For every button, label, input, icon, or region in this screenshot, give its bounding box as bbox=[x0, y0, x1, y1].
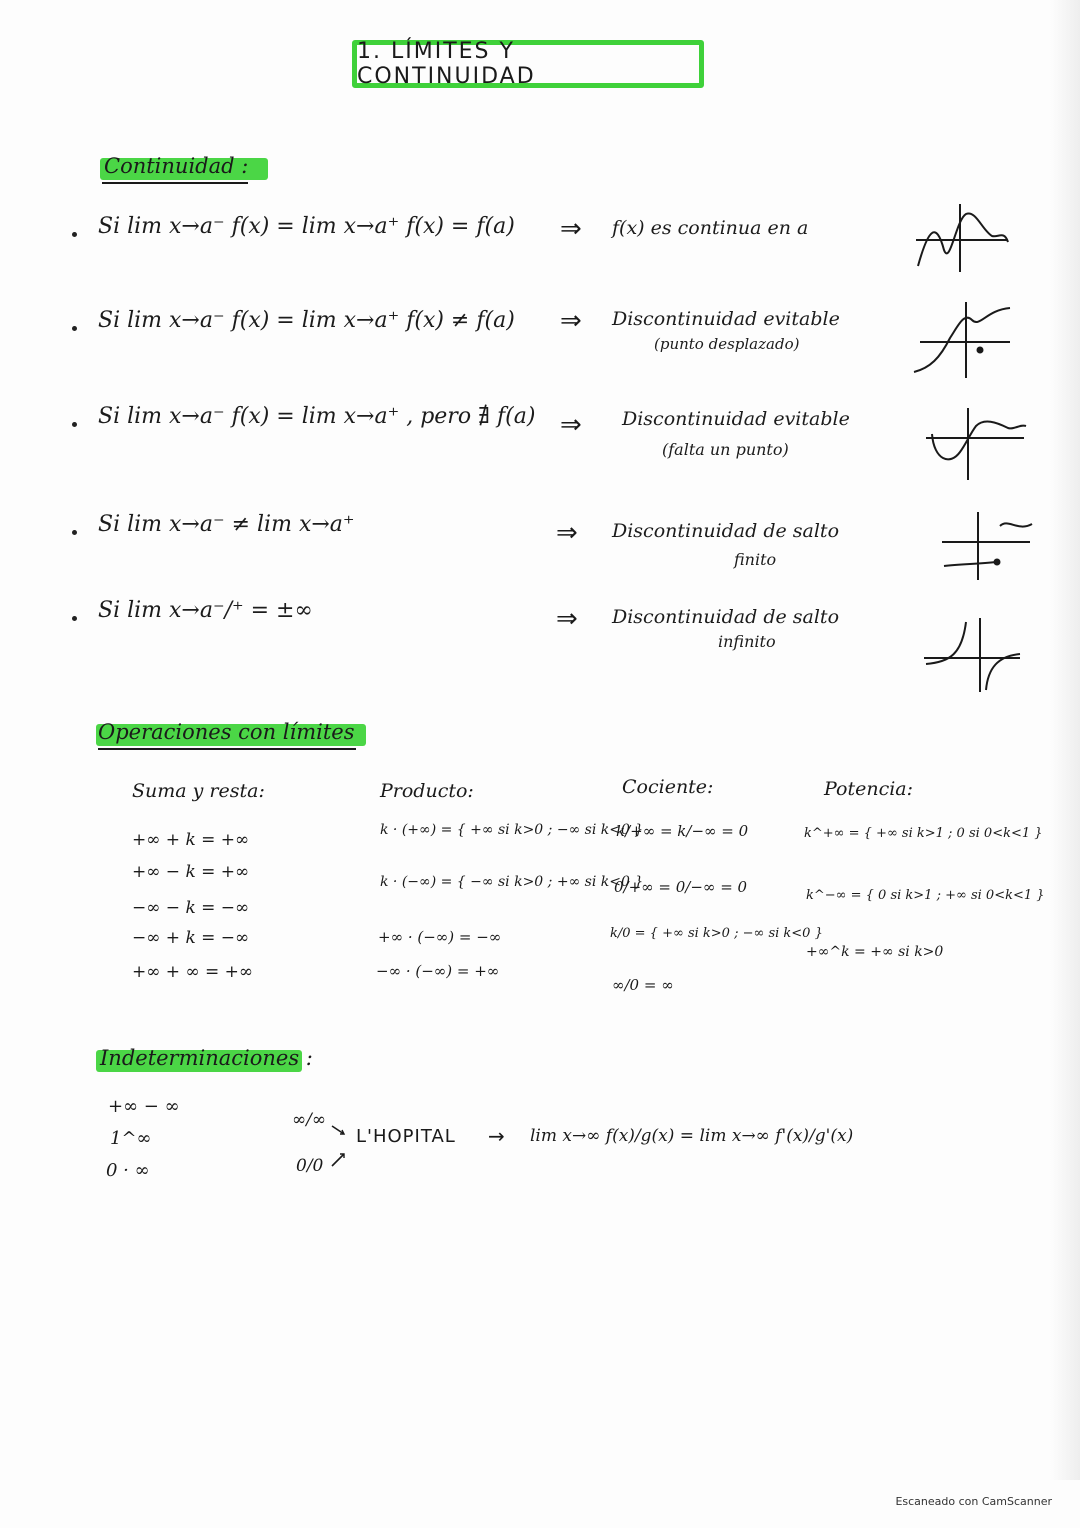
indeterminacion-fraction: 0/0 bbox=[296, 1156, 324, 1176]
suma-line: −∞ + k = −∞ bbox=[132, 928, 250, 948]
row1-condition: Si lim x→a⁻ f(x) = lim x→a⁺ f(x) = f(a) bbox=[98, 214, 515, 239]
suma-line: +∞ + k = +∞ bbox=[132, 830, 250, 850]
finite-jump-graph-icon bbox=[938, 508, 1038, 582]
indeterminacion-item: 0 · ∞ bbox=[106, 1160, 150, 1181]
producto-line: +∞ · (−∞) = −∞ bbox=[378, 928, 502, 946]
continuidad-heading: Continuidad : bbox=[104, 154, 249, 178]
indeterminacion-item: 1^∞ bbox=[110, 1128, 152, 1149]
potencia-header: Potencia: bbox=[824, 778, 914, 800]
row2-arrow: ⇒ bbox=[560, 306, 582, 336]
title-box bbox=[352, 40, 704, 88]
displaced-point-graph-icon bbox=[910, 298, 1020, 382]
producto-line: k · (−∞) = { −∞ si k>0 ; +∞ si k<0 } bbox=[380, 874, 644, 890]
scanner-footer: Escaneado con CamScanner bbox=[895, 1495, 1052, 1508]
producto-line: k · (+∞) = { +∞ si k>0 ; −∞ si k<0 } bbox=[380, 822, 644, 838]
operaciones-heading: Operaciones con límites bbox=[98, 720, 355, 744]
lhopital-arrow: → bbox=[488, 1124, 505, 1148]
lhopital-label: L'HOPITAL bbox=[356, 1126, 456, 1147]
suma-line: +∞ + ∞ = +∞ bbox=[132, 962, 254, 982]
bullet bbox=[72, 232, 77, 237]
potencia-column bbox=[824, 778, 913, 800]
operaciones-underline bbox=[98, 748, 356, 750]
bullet bbox=[72, 530, 77, 535]
indeterminacion-item: +∞ − ∞ bbox=[108, 1096, 180, 1117]
indeterminaciones-heading: Indeterminaciones : bbox=[100, 1046, 313, 1070]
scan-edge-right bbox=[1050, 0, 1080, 1480]
potencia-line: k^+∞ = { +∞ si k>1 ; 0 si 0<k<1 } bbox=[804, 826, 1043, 841]
cociente-column bbox=[622, 776, 713, 798]
row2-result: Discontinuidad evitable bbox=[612, 308, 840, 330]
continuous-graph-icon bbox=[912, 200, 1012, 274]
indeterminacion-fraction: ∞/∞ bbox=[292, 1110, 327, 1130]
suma-line: −∞ − k = −∞ bbox=[132, 898, 250, 918]
row5-result: Discontinuidad de salto bbox=[612, 606, 840, 628]
merge-arrows-icon bbox=[330, 1120, 354, 1170]
cociente-line: 0/+∞ = 0/−∞ = 0 bbox=[614, 878, 748, 896]
cociente-header: Cociente: bbox=[622, 776, 714, 798]
missing-point-graph-icon bbox=[922, 404, 1028, 482]
lhopital-formula: lim x→∞ f(x)/g(x) = lim x→∞ f'(x)/g'(x) bbox=[530, 1126, 854, 1146]
potencia-line: k^−∞ = { 0 si k>1 ; +∞ si 0<k<1 } bbox=[806, 888, 1045, 903]
row5-arrow: ⇒ bbox=[556, 604, 578, 634]
row4-result: Discontinuidad de salto bbox=[612, 520, 840, 542]
row1-result: f(x) es continua en a bbox=[612, 217, 809, 239]
bullet bbox=[72, 616, 77, 621]
cociente-line: ∞/0 = ∞ bbox=[612, 976, 674, 994]
row5-note: infinito bbox=[718, 632, 776, 651]
potencia-line: +∞^k = +∞ si k>0 bbox=[806, 944, 944, 960]
row1-arrow: ⇒ bbox=[560, 214, 582, 244]
row4-arrow: ⇒ bbox=[556, 518, 578, 548]
row3-arrow: ⇒ bbox=[560, 410, 582, 440]
infinite-jump-graph-icon bbox=[920, 614, 1024, 694]
row5-condition: Si lim x→a⁻/⁺ = ±∞ bbox=[98, 598, 313, 623]
suma-column bbox=[132, 780, 265, 802]
row3-condition: Si lim x→a⁻ f(x) = lim x→a⁺ , pero ∄ f(a) bbox=[98, 404, 536, 429]
cociente-line: k/+∞ = k/−∞ = 0 bbox=[616, 822, 749, 840]
suma-header: Suma y resta: bbox=[132, 780, 265, 802]
bullet bbox=[72, 326, 77, 331]
cociente-line: k/0 = { +∞ si k>0 ; −∞ si k<0 } bbox=[610, 926, 823, 941]
continuidad-underline bbox=[102, 182, 248, 184]
producto-column bbox=[380, 780, 474, 802]
row3-result: Discontinuidad evitable bbox=[622, 408, 850, 430]
row4-condition: Si lim x→a⁻ ≠ lim x→a⁺ bbox=[98, 512, 355, 537]
row4-note: finito bbox=[734, 550, 777, 569]
producto-header: Producto: bbox=[380, 780, 474, 802]
page-title: 1. LÍMITES Y CONTINUIDAD bbox=[357, 39, 536, 89]
bullet bbox=[72, 422, 77, 427]
row2-condition: Si lim x→a⁻ f(x) = lim x→a⁺ f(x) ≠ f(a) bbox=[98, 308, 515, 333]
row2-note: (punto desplazado) bbox=[654, 335, 800, 353]
producto-line: −∞ · (−∞) = +∞ bbox=[376, 962, 500, 980]
suma-line: +∞ − k = +∞ bbox=[132, 862, 250, 882]
row3-note: (falta un punto) bbox=[662, 440, 789, 459]
